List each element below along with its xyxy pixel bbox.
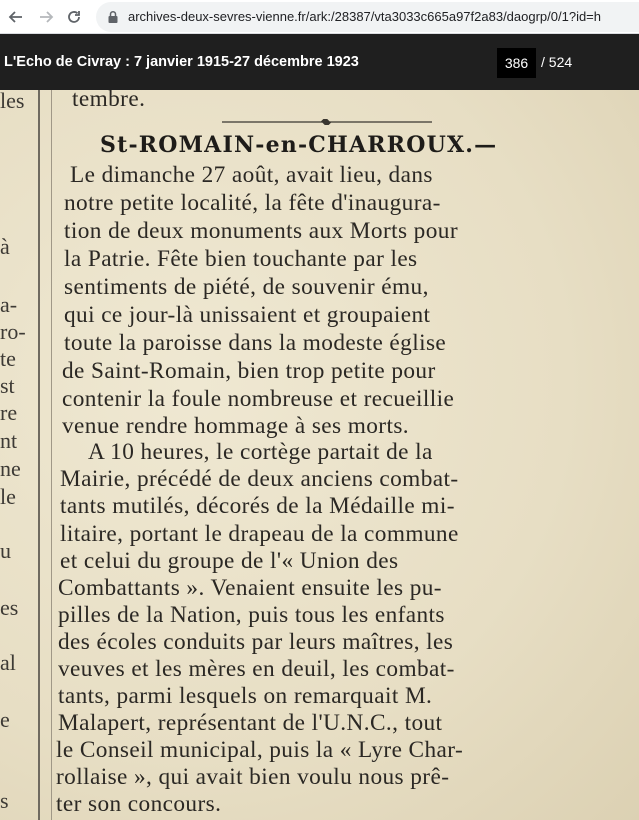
fragment-text: u	[0, 538, 11, 563]
text-line: rollaise », qui avait bien voulu nous prê-	[56, 764, 450, 790]
text-line: Mairie, précédé de deux anciens combat-	[60, 466, 459, 492]
address-bar[interactable]	[96, 2, 639, 32]
reload-icon[interactable]	[64, 7, 84, 27]
fragment-text: al	[0, 650, 16, 675]
fragment-text: re	[0, 400, 18, 425]
text-line: litaire, portant le drapeau de la commune	[60, 521, 459, 547]
fragment-text: nt	[0, 428, 18, 453]
text-line: des écoles conduits par leurs maîtres, les	[58, 629, 454, 655]
fragment-text: les	[0, 90, 25, 113]
text-line: A 10 heures, le cortège partait de la	[88, 439, 433, 465]
forward-arrow-icon[interactable]	[36, 7, 56, 27]
article-headline: St-ROMAIN-en-CHARROUX.—	[100, 132, 498, 158]
text-line: Combattants ». Venaient ensuite les pu-	[58, 575, 442, 601]
text-line: toute la paroisse dans la modeste église	[64, 330, 447, 356]
text-line: contenir la foule nombreuse et recueillie	[62, 386, 455, 412]
text-line: veuves et les mères en deuil, les combat-	[58, 656, 455, 682]
text-line: tants mutilés, décorés de la Médaille mi-	[60, 493, 455, 519]
text-line: le Conseil municipal, puis la « Lyre Char-	[56, 737, 464, 763]
fragment-text: ne	[0, 456, 21, 481]
text-line: sentiments de piété, de souvenir ému,	[64, 274, 429, 300]
left-column-fragments	[0, 90, 34, 820]
fragment-text: s	[0, 788, 9, 813]
text-line: de Saint-Romain, bien trop petite pour	[62, 358, 436, 384]
text-line: Malapert, représentant de l'U.N.C., tout	[58, 710, 443, 736]
text-line: pilles de la Nation, puis tous les enfants	[58, 602, 445, 628]
text-line: tembre.	[72, 90, 146, 112]
fragment-text: e	[0, 707, 10, 732]
page-current: 386	[504, 55, 529, 71]
browser-toolbar	[0, 0, 639, 34]
fragment-text: ro-	[0, 319, 26, 344]
viewer-header	[0, 34, 639, 90]
column-rule	[38, 90, 40, 820]
url-text: archives-deux-sevres-vienne.fr/ark:/28387/vta3033c665a97f2a83/daogrp/0/1?id=h	[128, 9, 602, 24]
text-line: tion de deux monuments aux Morts pour	[64, 218, 458, 244]
text-line: tants, parmi lesquels on remarquait M.	[58, 683, 433, 709]
text-line: Le dimanche 27 août, avait lieu, dans	[70, 162, 433, 188]
newspaper-scan[interactable]	[0, 90, 639, 820]
text-line: et celui du groupe de l'« Union des	[60, 548, 399, 574]
text-line: qui ce jour-là unissaient et groupaient	[64, 302, 431, 328]
text-line: ter son concours.	[56, 791, 222, 817]
fragment-text: a-	[0, 292, 18, 317]
document-title: L'Echo de Civray : 7 janvier 1915-27 décembre 1923	[4, 54, 359, 70]
fragment-text: le	[0, 484, 16, 509]
back-arrow-icon[interactable]	[6, 7, 26, 27]
ornament-divider-icon	[222, 119, 432, 125]
lock-icon	[106, 10, 120, 24]
fragment-text: es	[0, 595, 19, 620]
fragment-text: à	[0, 234, 10, 259]
page-number-input[interactable]	[497, 48, 536, 78]
article-text	[56, 90, 639, 820]
fragment-text: te	[0, 346, 16, 371]
text-line: notre petite localité, la fête d'inaugura-	[64, 190, 441, 216]
column-rule	[51, 90, 52, 820]
text-line: la Patrie. Fête bien touchante par les	[64, 246, 418, 272]
fragment-text: st	[0, 373, 15, 398]
text-line: venue rendre hommage à ses morts.	[62, 413, 410, 439]
page-total: / 524	[541, 54, 573, 70]
